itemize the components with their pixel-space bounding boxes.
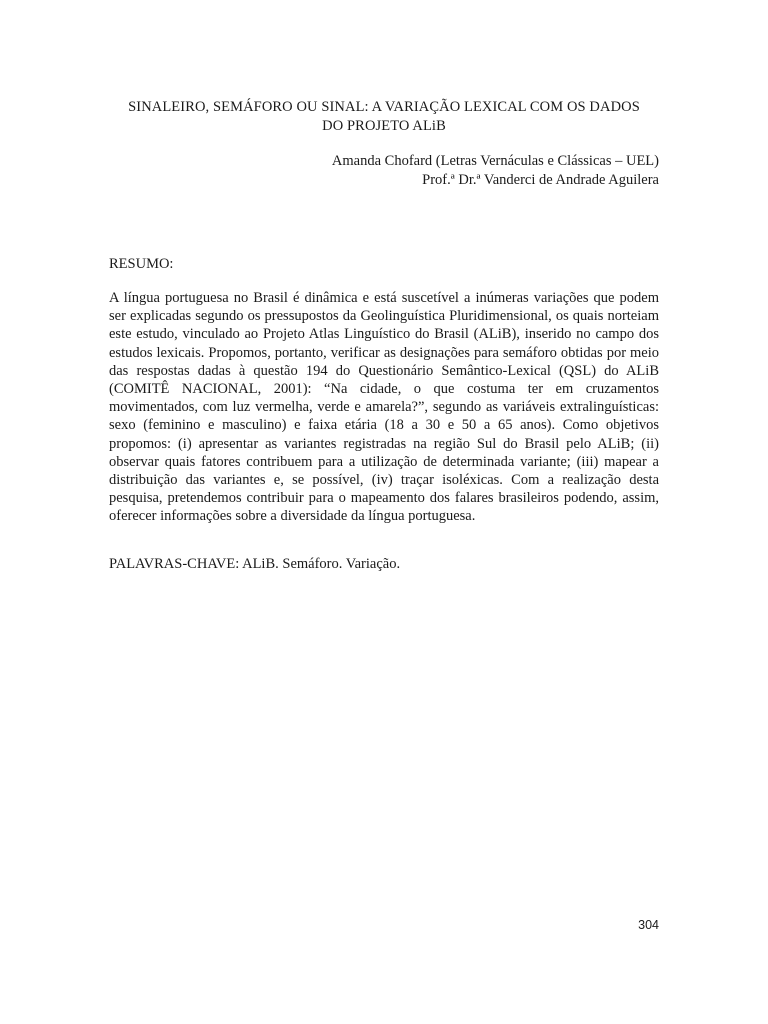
paper-title-line-2: DO PROJETO ALiB (322, 118, 446, 134)
keywords-line: PALAVRAS-CHAVE: ALiB. Semáforo. Variação. (109, 556, 401, 572)
abstract-heading: RESUMO: (109, 256, 174, 272)
author-advisor: Prof.ª Dr.ª Vanderci de Andrade Aguilera (422, 172, 659, 188)
paper-title (100, 98, 668, 136)
author-primary: Amanda Chofard (Letras Vernáculas e Clássicas – UEL) (331, 153, 659, 169)
author-block (332, 152, 659, 190)
abstract-body: A língua portuguesa no Brasil é dinâmica e está suscetível a inúmeras variações que podem ser explicadas segundo os pressupostos da Geolinguística Pluridimensional, os quais norteiam este estudo, vinculado ao Projeto Atlas Linguístico do Brasil (ALiB), inserido no campo dos estudos lexicais. Propomos, portanto, verificar as designações para semáforo obtidas por meio das respostas dadas à questão 194 do Questionário Semântico-Lexical (QSL) do ALiB (COMITÊ NACIONAL, 2001): “Na cidade, o que costuma ter em cruzamentos movimentados, com luz vermelha, verde e amarela?”, segundo as variáveis extralinguísticas: sexo (feminino e masculino) e faixa etária (18 a 30 e 50 a 65 anos). Como objetivos propomos: (i) apresentar as variantes registradas na região Sul do Brasil pelo ALiB; (ii) observar quais fatores contribuem para a utilização de determinada variante; (iii) mapear a distribuição das variantes e, se possível, (iv) traçar isoléxicas. Com a realização desta pesquisa, pretendemos contribuir para o mapeamento dos falares brasileiros podendo, assim, oferecer informações sobre a diversidade da língua portuguesa. (109, 290, 659, 525)
paper-title-line-1: SINALEIRO, SEMÁFORO OU SINAL: A VARIAÇÃO LEXICAL COM OS DADOS (128, 99, 640, 115)
page-number: 304 (638, 918, 659, 932)
